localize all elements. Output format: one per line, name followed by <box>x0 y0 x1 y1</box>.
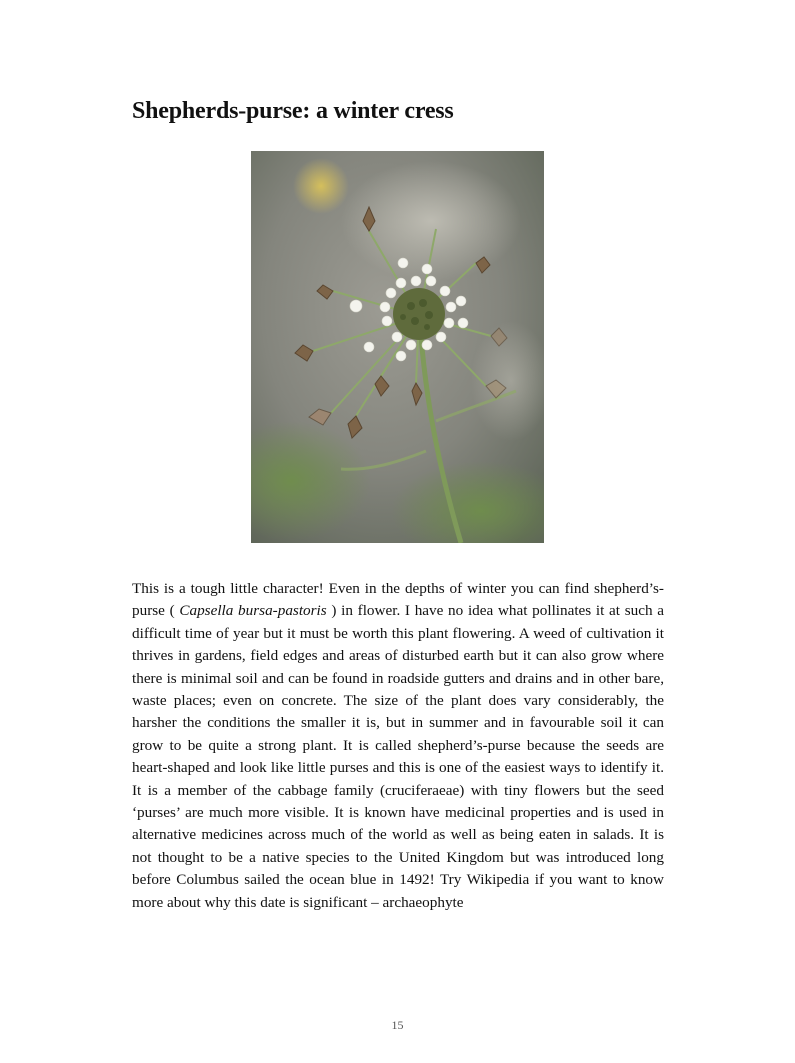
blurred-yellow-flower <box>293 158 349 214</box>
species-name: Capsella bursa-pastoris <box>179 602 327 620</box>
body-paragraph <box>132 578 664 914</box>
paragraph-part1: This is a tough little character! Even in the depths of winter you can find shepherd’s-purse ( <box>132 580 664 620</box>
page-title: Shepherds-purse: a winter cress <box>132 98 454 124</box>
shepherds-purse-photo <box>251 151 544 543</box>
page-number: 15 <box>391 1018 404 1032</box>
paragraph-part2: ) in flower. I have no idea what pollinates it at such a difficult time of year but it must be worth this plant flowering. A weed of cultivation it thrives in gardens, field edges and areas of disturbed earth but it can also grow where there is minimal soil and can be found in roadside gutters and drains and in other bare, waste places; even on concrete. The size of the plant does vary considerably, the harsher the conditions the smaller it is, but in summer and in favourable soil it can grow to be quite a strong plant. It is called shepherd’s-purse because the seeds are heart-shaped and look like little purses and this is one of the easiest ways to identify it. It is a member of the cabbage family (cruciferaeae) with tiny flowers but the seed ‘purses’ are much more visible. It is known have medicinal properties and is used in alternative medicines across much of the world as well as being eaten in salads. It is not thought to be a native species to the United Kingdom but was introduced long before Columbus sailed the ocean blue in 1492! Try Wikipedia if you want to know more about why this date is significant – archaeophyte <box>132 602 664 911</box>
flower-head-center <box>393 288 445 340</box>
